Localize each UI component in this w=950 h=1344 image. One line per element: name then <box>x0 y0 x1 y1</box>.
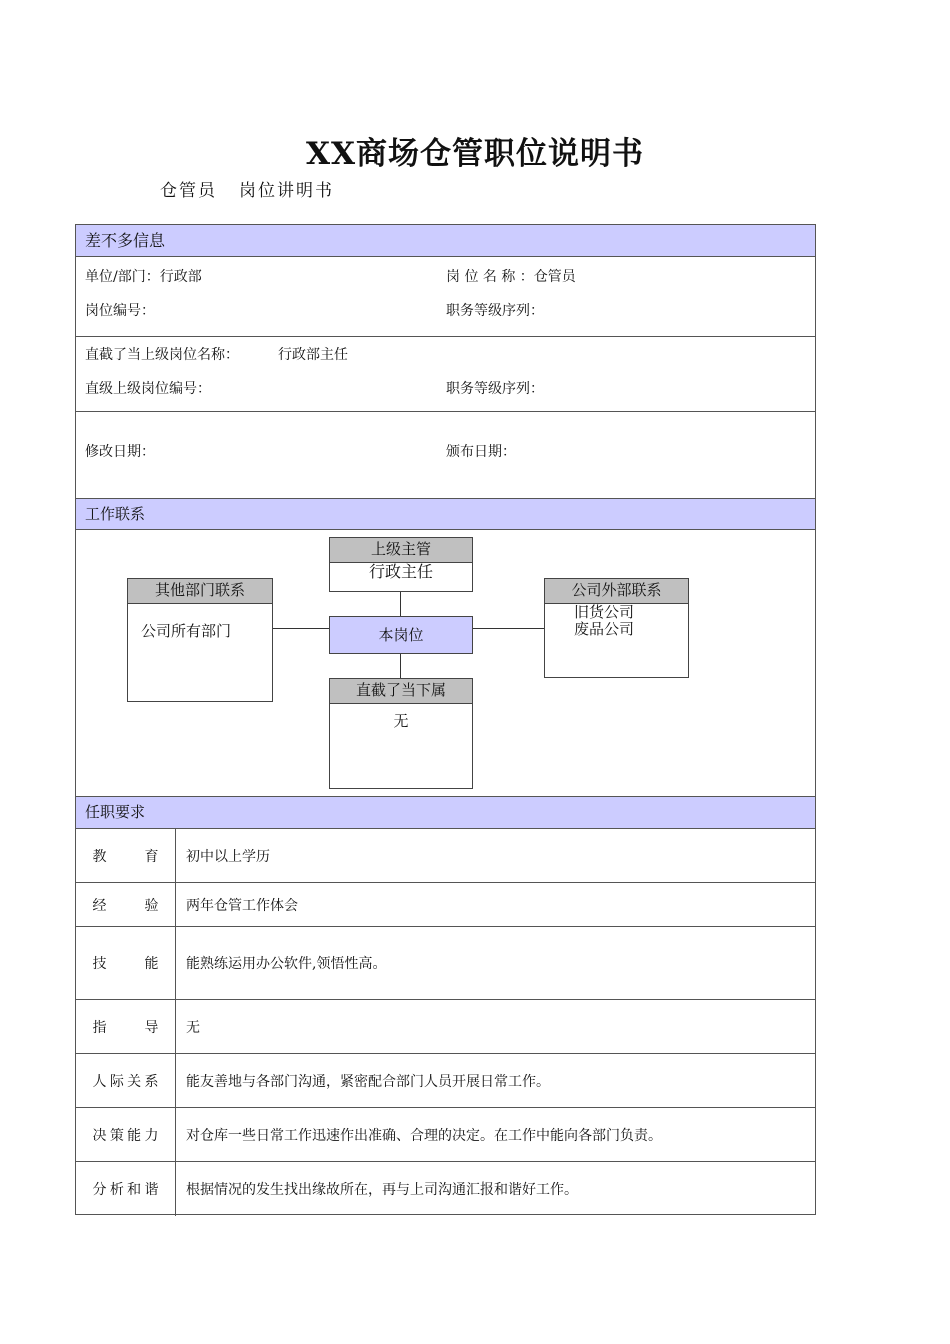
row-value: 能熟练运用办公软件,领悟性高。 <box>176 927 816 1000</box>
superior-no-text: 直级上级岗位编号： <box>85 381 211 397</box>
modify-date-text: 修改日期： <box>85 444 155 460</box>
section-header-work-relations: 工作联系 <box>76 498 815 530</box>
superior-box <box>329 537 473 592</box>
subtitle-doc: 岗位讲明书 <box>239 181 334 201</box>
table-row <box>76 1108 815 1162</box>
subtitle-position: 仓管员 <box>160 181 217 201</box>
connector-line <box>472 628 545 629</box>
position-no-text: 岗位编号： <box>85 303 155 319</box>
superior-name-label: 直截了当上级岗位名称： <box>85 347 239 363</box>
row-label: 分析和谐 <box>92 1181 159 1198</box>
connector-line <box>400 591 401 617</box>
row-label: 技能 <box>92 956 159 972</box>
row-label: 指导 <box>92 1019 159 1036</box>
grade-seq-text: 职务等级序列： <box>446 303 544 319</box>
connector-line <box>400 653 401 678</box>
section-header-basic-info: 差不多信息 <box>76 225 815 257</box>
requirements-table <box>76 828 815 1216</box>
subordinate-box-title: 直截了当下属 <box>330 679 472 704</box>
row-label: 决策能力 <box>92 1127 159 1144</box>
table-row <box>76 1000 815 1054</box>
subtitle <box>160 176 334 201</box>
other-dept-box-title: 其他部门联系 <box>128 579 272 604</box>
superior-box-text: 行政主任 <box>368 562 433 581</box>
superior-box-title: 上级主管 <box>330 538 472 563</box>
table-row <box>76 883 815 927</box>
external-box-line: 废品公司 <box>574 620 635 638</box>
divider <box>76 336 815 337</box>
other-dept-box <box>127 578 273 702</box>
table-row <box>76 1054 815 1108</box>
subordinate-box <box>329 678 473 789</box>
row-value: 根据情况的发生找出缘故所在，再与上司沟通汇报和谐好工作。 <box>176 1162 816 1216</box>
external-box <box>544 578 689 678</box>
table-row <box>76 1162 815 1216</box>
row-label: 人际关系 <box>92 1073 159 1090</box>
page-title: XX商场仓管职位说明书 <box>305 136 645 172</box>
superior-name-value: 行政部主任 <box>278 347 348 363</box>
external-box-title: 公司外部联系 <box>545 579 688 604</box>
unit-dept-text: 单位/部门：行政部 <box>85 269 202 285</box>
row-value: 两年仓管工作体会 <box>176 883 816 927</box>
row-value: 初中以上学历 <box>176 829 816 883</box>
row-label: 教育 <box>92 848 159 865</box>
table-row <box>76 829 815 883</box>
section-header-requirements: 任职要求 <box>76 796 815 829</box>
subordinate-box-text: 无 <box>393 712 409 730</box>
row-value: 对仓库一些日常工作迅速作出准确、合理的决定。在工作中能向各部门负责。 <box>176 1108 816 1162</box>
job-description-form <box>75 224 816 1215</box>
connector-line <box>272 628 330 629</box>
row-value: 无 <box>176 1000 816 1054</box>
other-dept-box-text: 公司所有部门 <box>141 622 232 640</box>
external-box-line: 旧货公司 <box>574 603 635 621</box>
row-value: 能友善地与各部门沟通，紧密配合部门人员开展日常工作。 <box>176 1054 816 1108</box>
issue-date-text: 颁布日期： <box>446 444 516 460</box>
table-row <box>76 927 815 1000</box>
superior-grade-seq-text: 职务等级序列： <box>446 381 544 397</box>
divider <box>76 411 815 412</box>
self-position-box: 本岗位 <box>329 616 473 654</box>
row-label: 经验 <box>92 897 159 914</box>
position-name-text: 岗 位 名 称 ：仓管员 <box>446 269 576 285</box>
